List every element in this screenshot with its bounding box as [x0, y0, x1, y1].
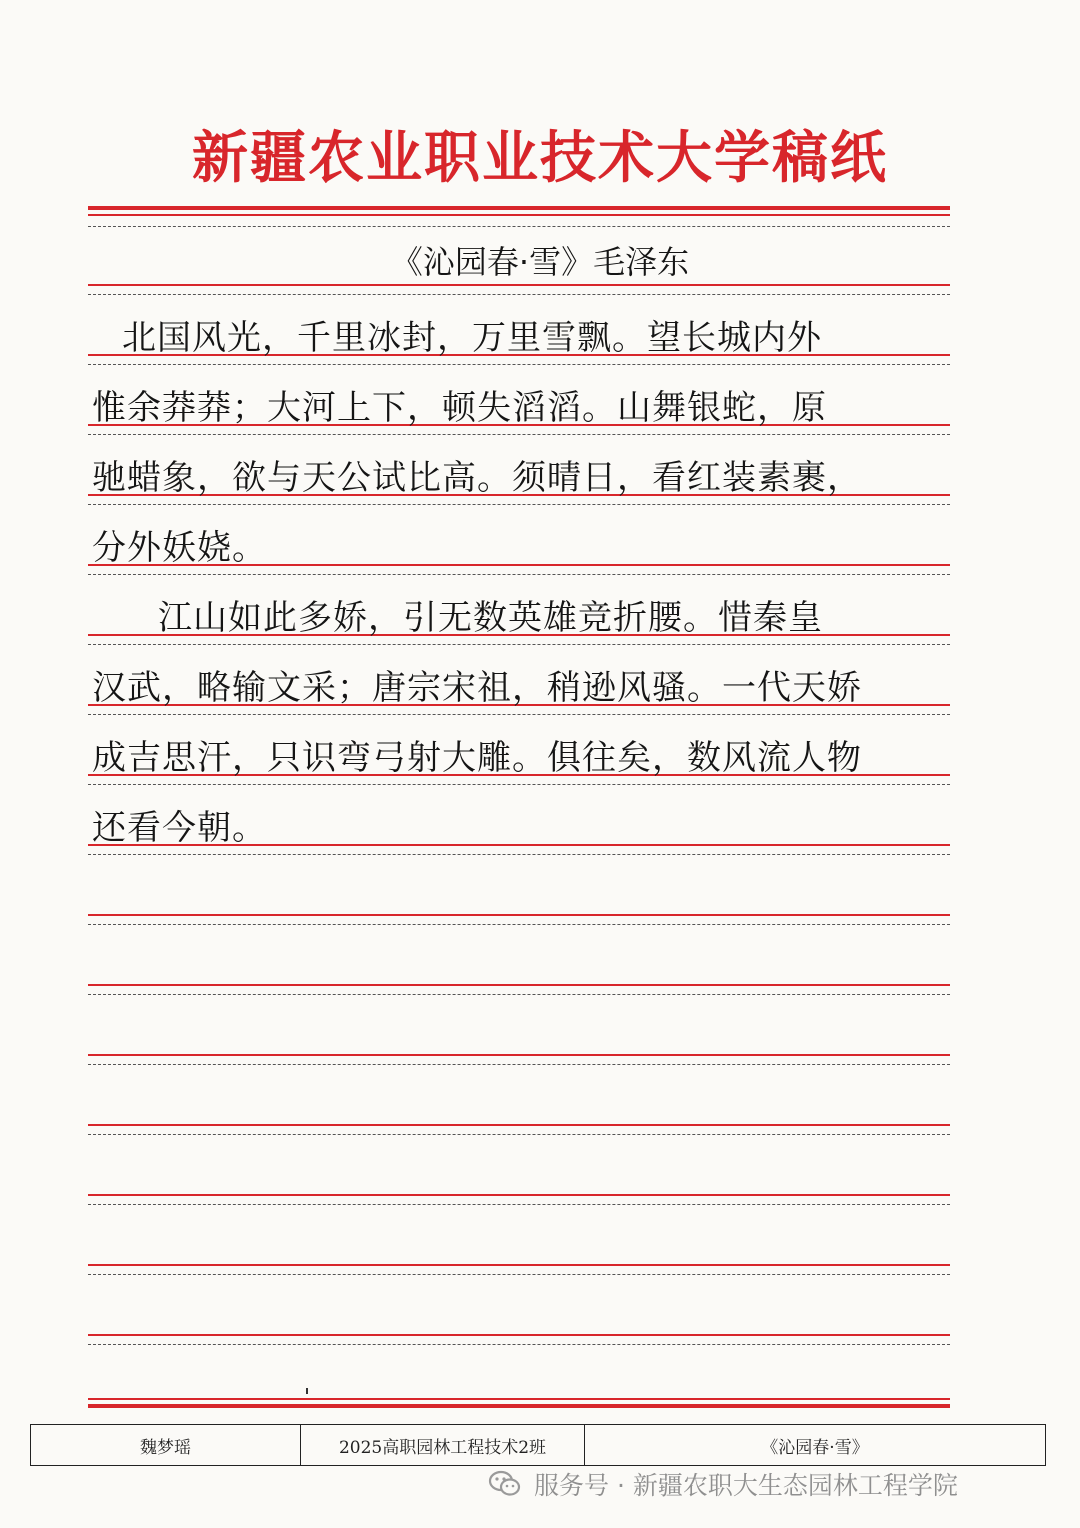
- poem-line-2: 惟余莽莽；大河上下，顿失滔滔。山舞银蛇，原: [92, 388, 827, 428]
- poem-line-7: 成吉思汗，只识弯弓射大雕。俱往矣，数风流人物: [92, 738, 862, 778]
- footer-author-name: 魏梦瑶: [31, 1425, 301, 1465]
- footer-class: 2025高职园林工程技术2班: [301, 1425, 585, 1465]
- poem-line-3: 驰蜡象，欲与天公试比高。须晴日，看红装素裹，: [92, 458, 862, 498]
- paper-title: 新疆农业职业技术大学稿纸: [192, 125, 888, 191]
- poem-line-4: 分外妖娆。: [92, 528, 267, 568]
- poem-line-5: 江山如此多娇，引无数英雄竞折腰。惜秦皇: [158, 598, 823, 638]
- watermark: [488, 1464, 958, 1504]
- poem-line-8: 还看今朝。: [92, 808, 267, 848]
- footer-work-title: 《沁园春·雪》: [761, 1437, 869, 1458]
- poem-line-6: 汉武，略输文采；唐宗宋祖，稍逊风骚。一代天娇: [92, 668, 862, 708]
- bottom-rule-thick: [88, 1404, 950, 1408]
- poem-title: 《沁园春·雪》毛泽东: [390, 243, 690, 281]
- bottom-rule-thin: [88, 1398, 950, 1400]
- top-rule-thin: [88, 214, 950, 216]
- watermark-text: 服务号 · 新疆农职大生态园林工程学院: [534, 1471, 958, 1500]
- pen-mark: [306, 1388, 308, 1394]
- footer-info-table: [30, 1424, 1046, 1466]
- wechat-icon: [488, 1467, 522, 1501]
- poem-line-1: 北国风光，千里冰封，万里雪飘。望长城内外: [122, 318, 822, 358]
- top-rule-thick: [88, 206, 950, 210]
